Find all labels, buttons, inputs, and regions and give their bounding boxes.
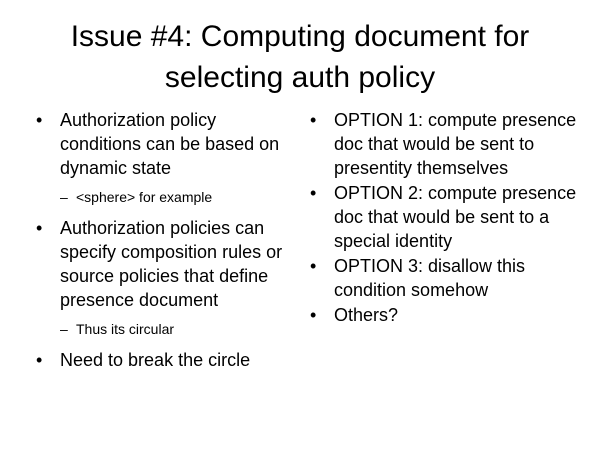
left-sub-bullet-1 bbox=[36, 187, 294, 207]
right-bullet-2 bbox=[310, 181, 580, 253]
left-bullet-2-text: Authorization policies can specify composition rules or source policies that define presence document bbox=[60, 218, 283, 310]
right-bullet-4-text: Others? bbox=[334, 305, 399, 325]
bullet-icon: • bbox=[310, 110, 317, 130]
right-bullet-1-text: OPTION 1: compute presence doc that would be sent to presentity themselves bbox=[334, 110, 577, 178]
left-sub-bullet-2-text: Thus its circular bbox=[76, 321, 175, 337]
left-bullet-1-text: Authorization policy conditions can be based on dynamic state bbox=[60, 110, 280, 178]
right-bullet-3 bbox=[310, 254, 580, 302]
bullet-icon: • bbox=[36, 350, 43, 370]
dash-icon: – bbox=[60, 189, 68, 205]
left-column bbox=[36, 108, 294, 377]
bullet-icon: • bbox=[310, 256, 317, 276]
bullet-icon: • bbox=[36, 218, 43, 238]
bullet-icon: • bbox=[310, 305, 317, 325]
right-bullet-1 bbox=[310, 108, 580, 180]
right-bullet-4 bbox=[310, 303, 580, 327]
bullet-icon: • bbox=[36, 110, 43, 130]
right-column bbox=[310, 108, 580, 328]
left-bullet-3 bbox=[36, 348, 294, 372]
left-bullet-3-text: Need to break the circle bbox=[60, 350, 251, 370]
left-bullet-2 bbox=[36, 216, 294, 312]
left-sub-bullet-1-text: <sphere> for example bbox=[76, 189, 213, 205]
left-sub-bullet-2 bbox=[36, 319, 294, 339]
slide-title-line-2: selecting auth policy bbox=[164, 61, 436, 94]
right-bullet-3-text: OPTION 3: disallow this condition somehow bbox=[334, 256, 526, 300]
dash-icon: – bbox=[60, 321, 68, 337]
left-bullet-1 bbox=[36, 108, 294, 180]
slide-title-line-1: Issue #4: Computing document for bbox=[70, 20, 530, 53]
bullet-icon: • bbox=[310, 183, 317, 203]
slide-title bbox=[0, 16, 600, 98]
right-bullet-2-text: OPTION 2: compute presence doc that would be sent to a special identity bbox=[334, 183, 577, 251]
